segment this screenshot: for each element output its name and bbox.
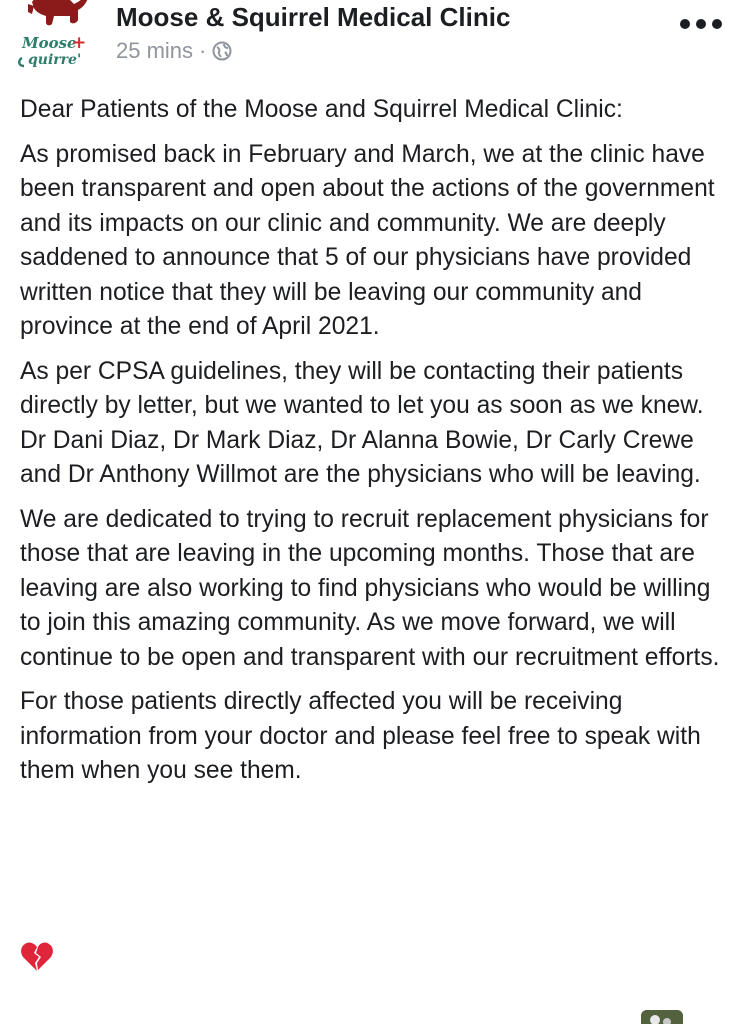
post-paragraph-physicians: As per CPSA guidelines, they will be contacting their patients directly by letter, but we wanted to let you as soon as we knew. Dr Dani Diaz, Dr Mark Diaz, Dr Alanna Bowie, Dr Carly Crewe and Dr Anthony Willmot are the physicians who will be leaving. xyxy=(20,357,704,488)
post-paragraph-greeting: Dear Patients of the Moose and Squirrel Medical Clinic: xyxy=(20,96,623,123)
post-body xyxy=(20,93,732,799)
svg-text:Moose: Moose xyxy=(22,34,77,52)
page-avatar[interactable] xyxy=(14,0,96,76)
moose-squirrel-logo xyxy=(14,0,96,76)
globe-icon xyxy=(212,41,232,61)
more-options-button[interactable] xyxy=(676,8,726,40)
svg-text:quirre': quirre' xyxy=(28,52,82,68)
post-timestamp[interactable]: 25 mins xyxy=(116,38,194,63)
broken-heart-icon xyxy=(20,940,54,974)
meta-separator: · xyxy=(199,38,207,63)
post-paragraph-announcement: As promised back in February and March, we at the clinic have been transparent and open about the actions of the government and its impacts on our clinic and community. We are deeply saddened to announce that 5 of our physicians have provided written notice that they will be leaving our community and province at the end of April 2021. xyxy=(20,140,715,340)
svg-text:+: + xyxy=(72,33,87,53)
post-paragraph-recruitment: We are dedicated to trying to recruit replacement physicians for those that are leaving in the upcoming months. Those that are leaving are also working to find physicians who would be willing to join this amazing community. As we move forward, we will continue to be open and transparent with our recruitment efforts. xyxy=(20,505,720,671)
post-meta xyxy=(116,38,232,64)
post-header xyxy=(0,0,742,80)
more-dots-icon xyxy=(678,18,724,30)
page-name-link[interactable]: Moose & Squirrel Medical Clinic xyxy=(116,2,511,32)
profile-thumbnail[interactable] xyxy=(641,1010,683,1024)
post-paragraph-closing: For those patients directly affected you will be receiving information from your doctor and please feel free to speak with them when you see them. xyxy=(20,688,701,784)
